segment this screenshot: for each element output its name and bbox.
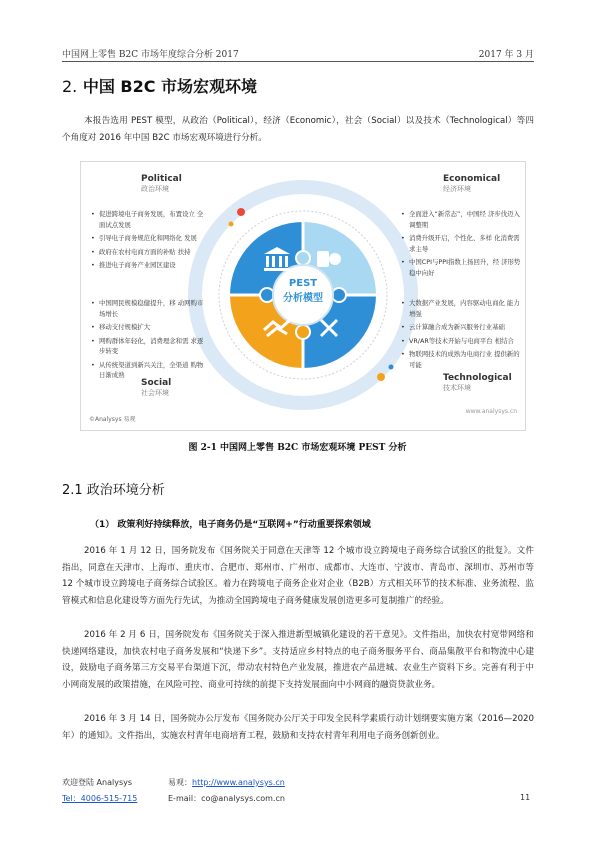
figure-source: ©Analysys 易观 bbox=[89, 416, 136, 423]
footer-welcome: 欢迎登陆 Analysys bbox=[62, 778, 133, 787]
social-heading bbox=[141, 378, 171, 398]
social-subtitle: 社会环境 bbox=[141, 389, 169, 397]
page-number: 11 bbox=[520, 793, 531, 802]
point-title: （1） 政策利好持续释放，电子商务仍是“互联网+”行动重要探索领域 bbox=[90, 520, 371, 530]
list-item: • 从传统渠道到新兴关注，全渠道 购物日渐成熟 bbox=[91, 360, 209, 381]
pest-center-subtitle: 分析模型 bbox=[283, 293, 323, 304]
footer-site-link[interactable]: http://www.analysys.cn bbox=[192, 778, 285, 787]
section-title-text: 中国 B2C 市场宏观环境 bbox=[82, 77, 258, 96]
list-item: • 网购群体年轻化，消费理念和需 求逐步转变 bbox=[91, 336, 209, 357]
economic-subtitle: 经济环境 bbox=[443, 185, 471, 193]
economic-heading bbox=[443, 174, 500, 194]
list-item: • 物联网技术的成熟为电商行业 提供新的可能 bbox=[401, 349, 521, 370]
footer-site-label: 易观： bbox=[168, 778, 192, 787]
pest-figure bbox=[80, 161, 526, 431]
pest-center-label bbox=[273, 278, 333, 304]
political-subtitle: 政治环境 bbox=[141, 185, 169, 193]
paragraph-1: 2016 年 1 月 12 日，国务院发布《国务院关于同意在天津等 12 个城市设立跨境电子商务综合试验区的批复》。文件指出，同意在天津市、上海市、重庆市、合肥市、郑州市、广州市、成都市、大连市、宁波市、青岛市、深圳市、苏州市等 12 个城市设立跨境电子商务综合试验区。着力在跨境电子商务企业对企业（B2B）方式相关环节的技术标准、业务流程、监管模式和信息化建设等方面先行先试，为推动全国跨境电子商务健康发展创造更多可复制推广的经验。 bbox=[62, 546, 534, 606]
list-item: • 促进跨境电子商务发展，布置设立 全面试点发展 bbox=[91, 209, 209, 230]
figure-caption: 图 2-1 中国网上零售 B2C 市场宏观环境 PEST 分析 bbox=[188, 443, 407, 453]
technological-title: Technological bbox=[443, 373, 512, 383]
list-item: • 引导电子商务规范化和网络化 发展 bbox=[91, 233, 209, 244]
technological-list bbox=[401, 298, 521, 373]
list-item: • 全面进入“新常态”，中国经 济步伐迈入调整期 bbox=[401, 209, 521, 230]
economic-title: Economical bbox=[443, 174, 501, 184]
paragraph-2: 2016 年 2 月 6 日，国务院发布《国务院关于深入推进新型城镇化建设的若干意见》。文件指出，加快农村宽带网络和快递网络建设，加快农村电子商务发展和“快递下乡”。支持适应乡村特点的电子商务服务平台、商品集散平台和物流中心建设，鼓励电子商务第三方交易平台渠道下沉，带动农村特色产业发展，推进农产品进城、农业生产资料下乡。完善有利于中小网商发展的政策措施，在风险可控、商业可持续的前提下支持发展面向中小网商的融资贷款业务。 bbox=[62, 630, 534, 690]
political-title: Political bbox=[141, 174, 182, 184]
technological-subtitle: 技术环境 bbox=[443, 384, 471, 392]
list-item: • 移动支付规模扩大 bbox=[91, 322, 209, 333]
paragraph-3: 2016 年 3 月 14 日，国务院办公厅发布《国务院办公厅关于印发全民科学素质行动计划纲要实施方案（2016—2020 年）的通知》。文件指出，实施农村青年电商培育工程，鼓励和支持农村青年利用电子商务创新创业。 bbox=[62, 714, 534, 741]
footer-tel bbox=[62, 793, 137, 804]
list-item: • VR/AR等技术开始与电商平台 相结合 bbox=[401, 336, 521, 347]
subsection-title: 2.1 政治环境分析 bbox=[62, 483, 165, 498]
section-number: 2. bbox=[62, 77, 78, 96]
social-list bbox=[91, 298, 209, 384]
footer-tel-link[interactable]: Tel：4006-515-715 bbox=[62, 794, 138, 803]
figure-watermark: www.analysys.cn bbox=[465, 408, 517, 415]
list-item: • 大数据产业发展，内容驱动电商化 能力增强 bbox=[401, 298, 521, 319]
header-left: 中国网上零售 B2C 市场年度综合分析 2017 bbox=[62, 50, 239, 60]
political-list bbox=[91, 209, 209, 274]
social-title: Social bbox=[141, 378, 172, 388]
list-item: • 消费升级开启，个性化、多样 化消费需求主导 bbox=[401, 233, 521, 254]
section-intro: 本报告选用 PEST 模型，从政治（Political），经济（Economic），社会（Social）以及技术（Technological）等四个角度对 2016 年中国 B2C 市场宏观环境进行分析。 bbox=[62, 116, 534, 143]
list-item: • 云计算融合成为新兴服务行业基础 bbox=[401, 322, 521, 333]
pest-center-title: PEST bbox=[288, 278, 318, 289]
footer-site bbox=[168, 777, 285, 788]
section-title bbox=[62, 74, 257, 97]
list-item: • 政府在农村电商方面的补贴 扶持 bbox=[91, 247, 209, 258]
header-right: 2017 年 3 月 bbox=[478, 50, 534, 60]
list-item: • 中国网民规模稳健提升，移 动网购市场增长 bbox=[91, 298, 209, 319]
list-item: • 推进电子商务产业园区建设 bbox=[91, 260, 209, 271]
header-divider bbox=[62, 61, 534, 62]
economic-list bbox=[401, 209, 521, 281]
technological-heading bbox=[443, 373, 512, 393]
footer-email: E-mail：co@analysys.com.cn bbox=[168, 794, 285, 803]
list-item: • 中国CPI与PPI指数上扬回升，经 济形势稳中向好 bbox=[401, 257, 521, 278]
political-heading bbox=[141, 174, 182, 194]
